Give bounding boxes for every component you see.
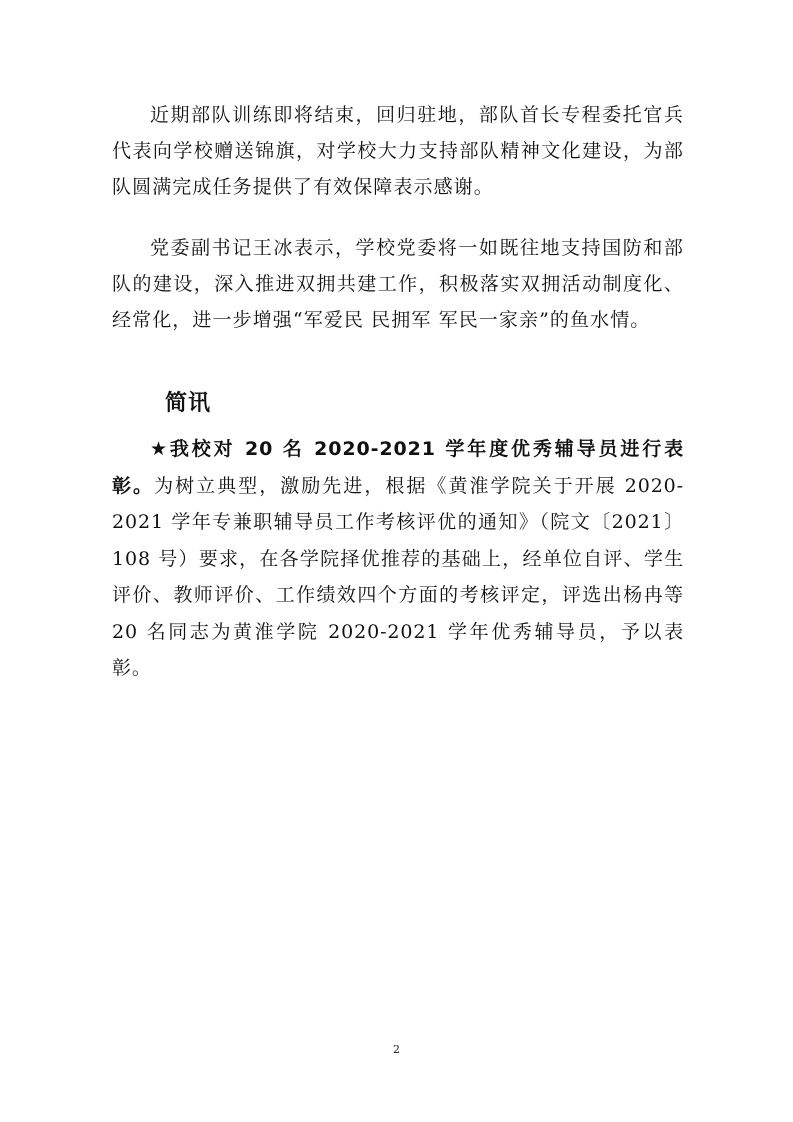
article-paragraph-2: 党委副书记王冰表示，学校党委将一如既往地支持国防和部队的建设，深入推进双拥共建工作，积极落实双拥活动制度化、经常化，进一步增强“军爱民 民拥军 军民一家亲”的鱼水情。 xyxy=(112,237,684,331)
article-paragraph-1: 近期部队训练即将结束，回归驻地，部队首长专程委托官兵代表向学校赠送锦旗，对学校大力支持部队精神文化建设，为部队圆满完成任务提供了有效保障表示感谢。 xyxy=(112,104,684,198)
page-number: 2 xyxy=(393,1043,400,1056)
brief-item xyxy=(112,431,684,687)
brief-item-body: 为树立典型，激励先进，根据《黄淮学院关于开展 2020-2021 学年专兼职辅导员工作考核评优的通知》（院文〔2021〕108 号）要求，在各学院择优推荐的基础上，经单位自评、学生评价、教师评价、工作绩效四个方面的考核评定，评选出杨冉等 20 名同志为黄淮学院 2020-2021 学年优秀辅导员，予以表彰。 xyxy=(112,474,684,679)
brief-item-lead: ★我校对 20 名 2020-2021 学年度优秀辅导员进行表彰。 xyxy=(112,438,684,497)
brief-heading: 简讯 xyxy=(165,391,212,416)
